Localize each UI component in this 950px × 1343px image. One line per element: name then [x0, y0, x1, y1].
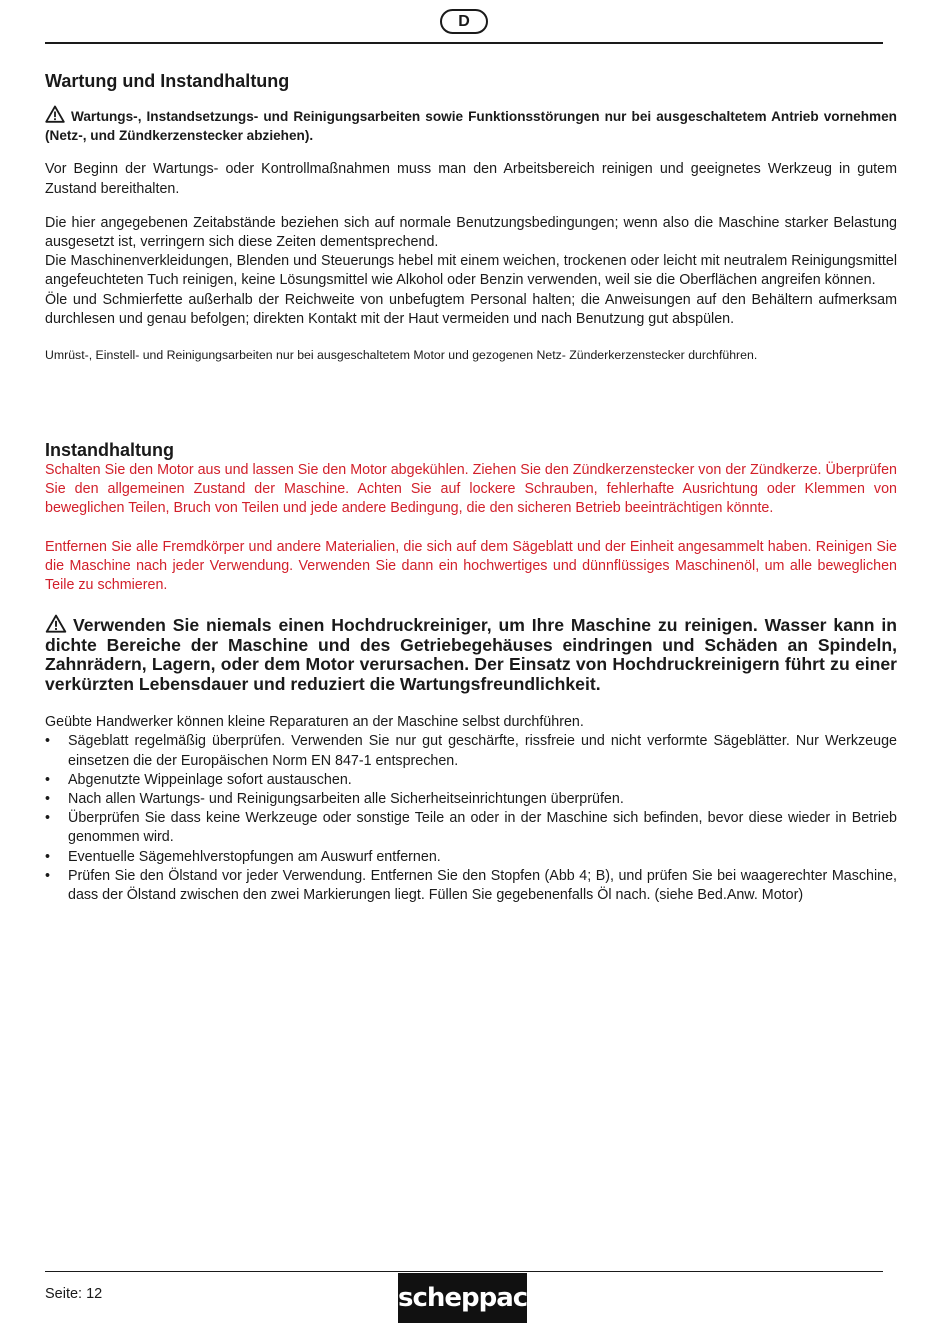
- bullet-symbol: •: [45, 810, 51, 827]
- high-pressure-warning-text: Verwenden Sie niemals einen Hochdruckreiniger, um Ihre Maschine zu reinigen. Wasser kann in dichte Bereiche der Maschine und des Getriebegehäuses eindringen und Schäden an Spindeln, Zahnrädern, Lagern, oder dem Motor verursachen. Der Einsatz von Hochdruckreinigern führt zu einer verkürzten Lebensdauer und reduziert die Wartungsfreundlichkeit.: [45, 615, 897, 694]
- scheppach-logo: scheppach: [398, 1273, 527, 1323]
- warning-triangle-icon: [45, 105, 65, 123]
- maintenance-warning-text: Wartungs-, Instandsetzungs- und Reinigungsarbeiten sowie Funktionsstörungen nur bei ausgeschaltetem Antrieb vornehmen (Netz-, und Zündkerzenstecker abziehen).: [45, 109, 897, 144]
- red-paragraph-cleaning: Entfernen Sie alle Fremdkörper und andere Materialien, die sich auf dem Sägeblatt und der Einheit angesammelt haben. Reinigen Sie die Maschine nach jeder Verwendung. Verwenden Sie dann ein hochwertiges und dünnflüssiges Maschinenöl, um alle beweglichen Teile zu schmieren.: [45, 538, 897, 594]
- list-item-text: Nach allen Wartungs- und Reinigungsarbeiten alle Sicherheitseinrichtungen überprüfen.: [68, 791, 624, 808]
- list-item: [45, 867, 897, 905]
- maintenance-bullet-list: [45, 732, 897, 905]
- language-badge: D: [440, 9, 488, 34]
- maintenance-warning: [45, 105, 897, 145]
- paragraph-lubricants: Öle und Schmierfette außerhalb der Reichweite von unbefugtem Personal halten; die Anweisungen auf den Behältern aufmerksam durchlesen und genau befolgen; direkten Kontakt mit der Haut vermeiden und nach Benutzung gut abspülen.: [45, 291, 897, 327]
- paragraph-cleaning: Die Maschinenverkleidungen, Blenden und Steuerungs hebel mit einem weichen, trockenen oder leicht mit neutralem Reinigungsmittel angefeuchteten Tuch reinigen, keine Lösungsmittel wie Alkohol oder Benzin verwenden, weil sie die Oberflächen angreifen können.: [45, 253, 897, 289]
- list-item-text: Überprüfen Sie dass keine Werkzeuge oder sonstige Teile an oder in der Maschine sich befinden, bevor diese wieder in Betrieb genommen wird.: [68, 810, 897, 846]
- page-content: [45, 70, 897, 905]
- list-item: [45, 809, 897, 847]
- small-note: Umrüst-, Einstell- und Reinigungsarbeiten nur bei ausgeschaltetem Motor und gezogenen Netz- Zünderkerzenstecker durchführen.: [45, 348, 758, 363]
- section-title-wartung: Wartung und Instandhaltung: [45, 71, 290, 91]
- list-item: [45, 848, 897, 867]
- bullet-symbol: •: [45, 791, 51, 808]
- list-item: [45, 771, 897, 790]
- list-item-text: Sägeblatt regelmäßig überprüfen. Verwenden Sie nur gut geschärfte, rissfreie und nicht verformte Sägeblätter. Nur Werkzeuge einsetzen die der Europäischen Norm EN 847-1 entsprechen.: [68, 733, 897, 769]
- warning-triangle-icon: [45, 614, 67, 633]
- list-item-text: Prüfen Sie den Ölstand vor jeder Verwendung. Entfernen Sie den Stopfen (Abb 4; B), und prüfen Sie bei waagerechter Maschine, dass der Ölstand zwischen den zwei Markierungen liegt. Füllen Sie gegebenenfalls Öl nach. (siehe Bed.Anw. Motor): [68, 867, 897, 904]
- bullet-symbol: •: [45, 733, 51, 750]
- red-paragraph-inspection: Schalten Sie den Motor aus und lassen Sie den Motor abgekühlen. Ziehen Sie den Zündkerzenstecker von der Zündkerze. Überprüfen Sie den allgemeinen Zustand der Maschine. Achten Sie auf lockere Schrauben, fehlerhafte Ausrichtung oder Klemmen von beweglichen Teilen, Bruch von Teilen und jede andere Bedingung, die den sicheren Betrieb beeinträchtigen könnte.: [45, 462, 897, 517]
- footer-rule: [45, 1271, 883, 1272]
- page-number: Seite: 12: [45, 1286, 103, 1302]
- paragraph-preparation: Vor Beginn der Wartungs- oder Kontrollmaßnahmen muss man den Arbeitsbereich reinigen und geeignetes Werkzeug in gutem Zustand bereithalten.: [45, 161, 897, 197]
- list-item-text: Abgenutzte Wippeinlage sofort austauschen.: [68, 771, 352, 788]
- list-item: [45, 732, 897, 770]
- high-pressure-warning: [45, 614, 897, 694]
- repair-intro: Geübte Handwerker können kleine Reparaturen an der Maschine selbst durchführen.: [45, 714, 584, 731]
- paragraph-intervals: Die hier angegebenen Zeitabstände beziehen sich auf normale Benutzungsbedingungen; wenn also die Maschine starker Belastung ausgesetzt ist, verringern sich diese Zeiten dementsprechend.: [45, 214, 897, 251]
- list-item-text: Eventuelle Sägemehlverstopfungen am Auswurf entfernen.: [68, 848, 441, 865]
- bullet-symbol: •: [45, 771, 51, 788]
- section-title-instandhaltung: Instandhaltung: [45, 440, 174, 461]
- list-item: [45, 790, 897, 809]
- bullet-symbol: •: [45, 867, 51, 884]
- bullet-symbol: •: [45, 848, 51, 865]
- header-rule: [45, 42, 883, 44]
